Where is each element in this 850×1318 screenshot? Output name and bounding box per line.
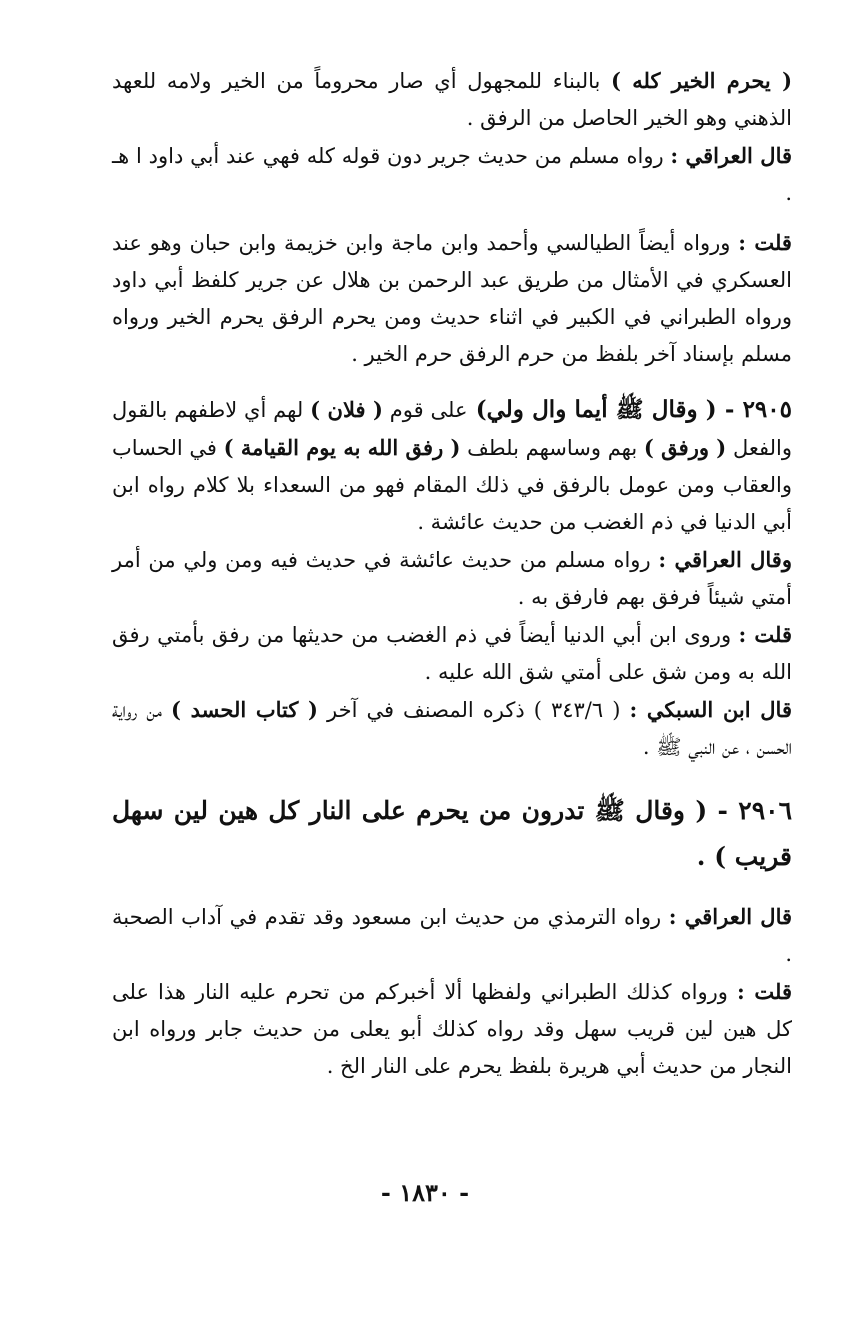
paragraph-text: ( ٣٤٣/٦ ) ذكره المصنف في آخر (317, 698, 630, 722)
paragraph-text: ورواه كذلك الطبراني ولفظها ألا أخبركم من تحرم عليه النار هذا على كل هين لين قريب سهل وقد رواه كذلك أبو يعلى من حديث جابر ورواه ابن النجار من حديث أبي هريرة بلفظ يحرم على النار الخ . (112, 980, 792, 1078)
paragraph-10 (112, 973, 792, 1085)
hadith-text: على قوم (382, 398, 468, 422)
paragraph-2 (112, 137, 792, 212)
book-title: ( كتاب الحسد ) (171, 697, 318, 722)
paragraph-text: رواه مسلم من حديث جرير دون قوله كله فهي عند أبي داود ا هـ . (112, 144, 792, 205)
hadith-quote: ( رفق الله به يوم القيامة ) (223, 435, 461, 460)
paragraph-text: وروى ابن أبي الدنيا أيضاً في ذم الغضب من حديثها من رفق بأمتي رفق الله به ومن شق على أمتي شق الله عليه . (112, 623, 792, 684)
paragraph-1 (112, 62, 792, 137)
hadith-quote: ( فلان ) (310, 397, 383, 422)
lead-phrase: قال العراقي : (670, 143, 792, 168)
lead-phrase: قلت : (738, 230, 792, 255)
hadith-text: في الحساب والعقاب ومن عومل بالرفق في ذلك المقام فهو من السعداء بلا كلام رواه ابن أبي الدنيا في ذم الغضب من حديث عائشة . (112, 436, 792, 534)
paragraph-text: رواه مسلم من حديث عائشة في حديث فيه ومن ولي من أمر أمتي شيئاً فرفق بهم فارفق به . (112, 548, 792, 609)
hadith-quote: ( وقال ﷺ أيما وال ولي) (467, 396, 725, 423)
lead-phrase: قال ابن السبكي : (629, 697, 792, 722)
page-number: - ١٨٣٠ - (380, 1178, 470, 1207)
paragraph-text: ورواه أيضاً الطيالسي وأحمد وابن ماجة وابن خزيمة وابن حبان وهو عند العسكري في الأمثال من طريق عبد الرحمن بن هلال عن جرير كلفظ أبي داود ورواه الطبراني في الكبير في اثناء حديث ومن يحرم الرفق يحرم الخير ورواه مسلم بإسناد آخر بلفظ من حرم الرفق حرم الخير . (112, 231, 792, 366)
lead-phrase: قلت : (738, 622, 792, 647)
hadith-2906 (112, 788, 792, 880)
hadith-quote: ( ورفق ) (643, 435, 727, 460)
lead-phrase: قال العراقي : (668, 904, 793, 929)
paragraph-text: رواه الترمذي من حديث ابن مسعود وقد تقدم في آداب الصحبة . (112, 905, 792, 966)
hadith-text: لهم أي لاطفهم بالقول والفعل (112, 398, 792, 460)
paragraph-3 (112, 224, 792, 373)
paragraph-5 (112, 541, 792, 616)
hadith-number: ٢٩٠٥ - (724, 396, 792, 423)
lead-phrase: وقال العراقي : (658, 547, 792, 572)
lead-phrase: قلت : (736, 979, 792, 1004)
paragraph-text: من رواية الحسن ، عن النبي ﷺ . (112, 698, 792, 759)
paragraph-6 (112, 616, 792, 691)
paragraph-7 (112, 691, 792, 766)
hadith-heading-tail: . (696, 842, 706, 871)
page-body (112, 62, 792, 1085)
hadith-heading: ٢٩٠٦ - ( وقال ﷺ تدرون من يحرم على النار كل هين لين سهل قريب ) (112, 796, 792, 871)
lead-phrase: ( يحرم الخير كله ) (611, 68, 793, 93)
paragraph-text: بالبناء للمجهول أي صار محروماً من الخير ولامه للعهد الذهني وهو الخير الحاصل من الرفق . (112, 69, 792, 130)
paragraph-9 (112, 898, 792, 973)
hadith-2905 (112, 391, 792, 541)
hadith-text: بهم وساسهم بلطف (460, 436, 644, 460)
